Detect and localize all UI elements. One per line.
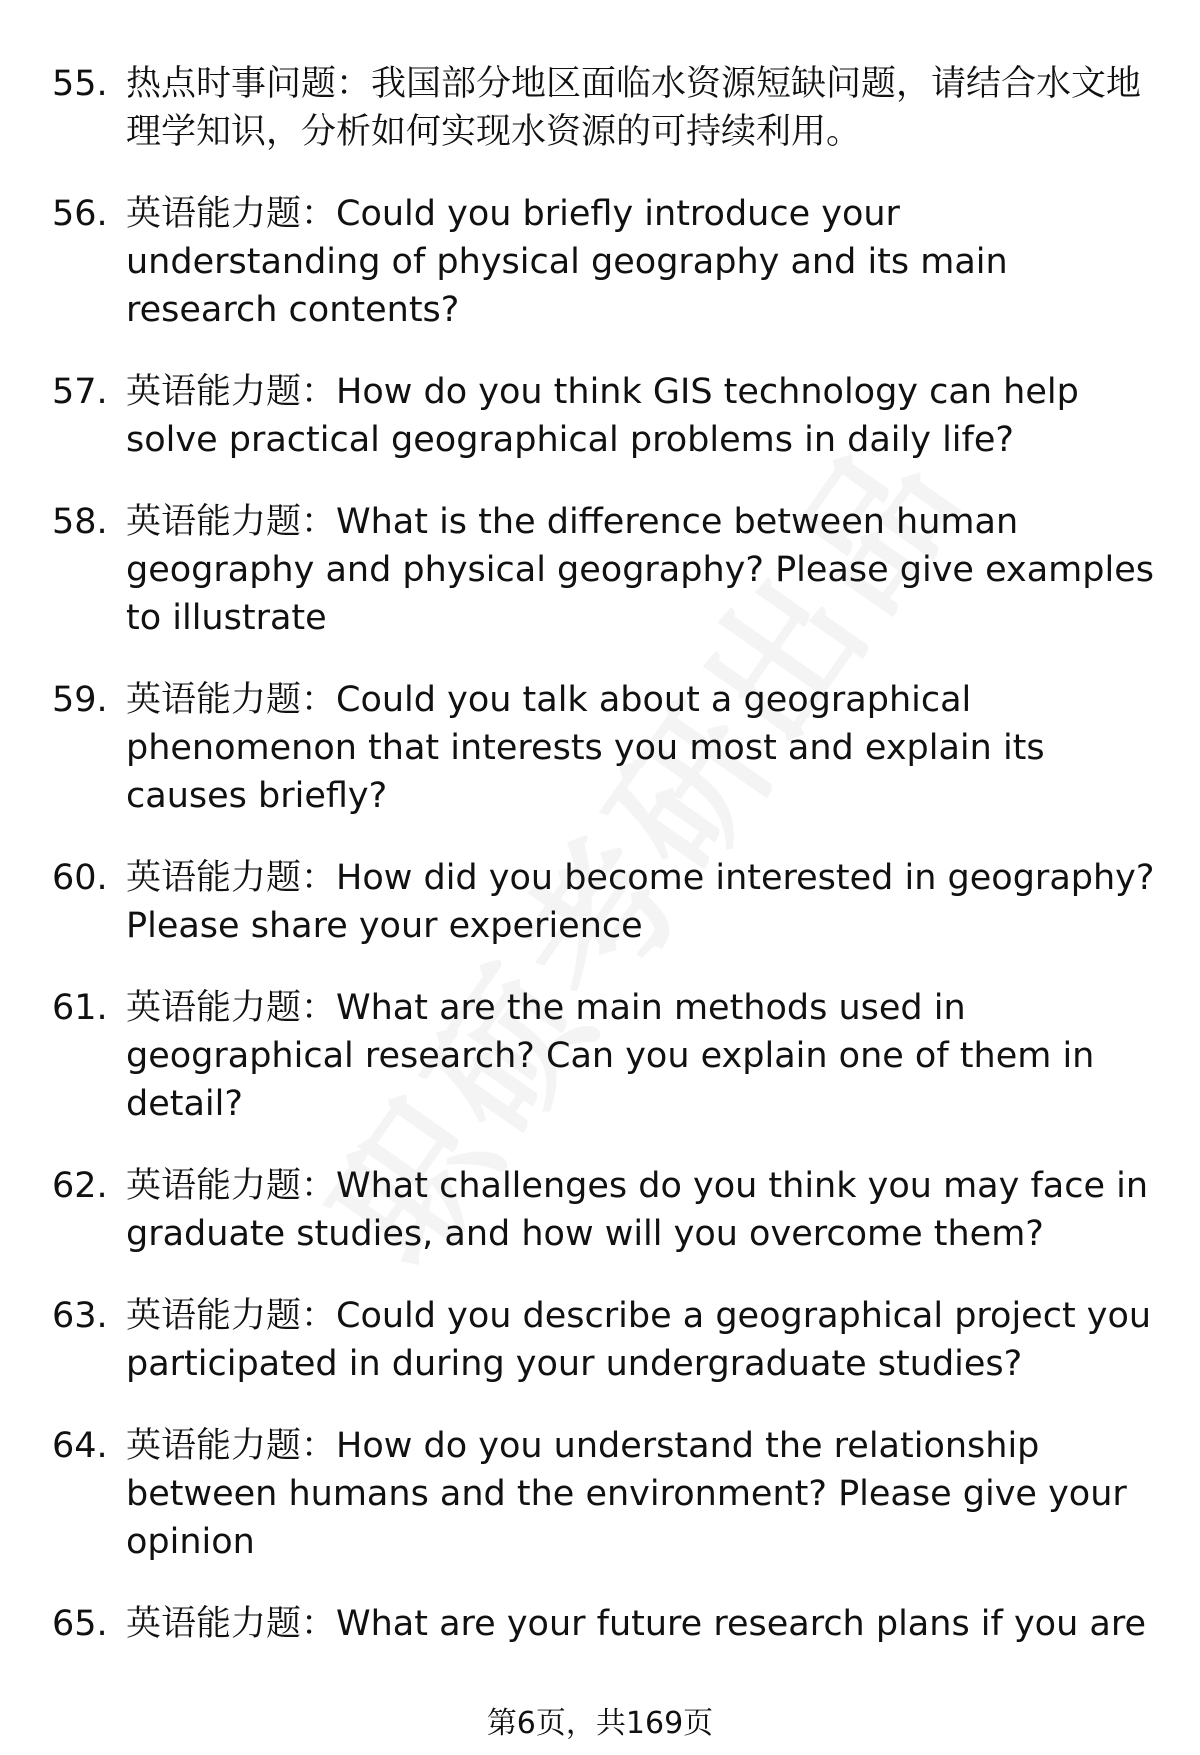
question-number: 55. xyxy=(52,64,108,104)
question-text: 英语能力题：How do you think GIS technology can help solve practical geographical problems in daily life? xyxy=(126,372,1079,460)
question-text: 英语能力题：Could you describe a geographical project you participated in during your undergraduate studies? xyxy=(126,1296,1152,1384)
question-text: 英语能力题：How do you understand the relationship between humans and the environment? Please give your opinion xyxy=(126,1426,1127,1562)
question-list xyxy=(52,60,1162,1682)
list-item xyxy=(52,368,1162,464)
question-text: 英语能力题：What is the difference between human geography and physical geography? Please give examples to illustrate xyxy=(126,502,1154,638)
list-item xyxy=(52,1292,1162,1388)
list-item xyxy=(52,984,1162,1128)
question-number: 57. xyxy=(52,372,108,412)
question-number: 62. xyxy=(52,1166,108,1206)
question-number: 61. xyxy=(52,988,108,1028)
list-item xyxy=(52,676,1162,820)
question-number: 56. xyxy=(52,194,108,234)
question-text: 英语能力题：How did you become interested in geography? Please share your experience xyxy=(126,858,1155,946)
question-number: 60. xyxy=(52,858,108,898)
list-item xyxy=(52,1162,1162,1258)
list-item xyxy=(52,190,1162,334)
page-number-footer: 第6页，共169页 xyxy=(486,1706,714,1741)
question-text: 英语能力题：What are your future research plans if you are xyxy=(126,1604,1147,1644)
question-number: 64. xyxy=(52,1426,108,1466)
list-item xyxy=(52,60,1162,156)
question-text: 英语能力题：What are the main methods used in geographical research? Can you explain one of them in detail? xyxy=(126,988,1095,1124)
question-number: 65. xyxy=(52,1604,108,1644)
question-text: 热点时事问题：我国部分地区面临水资源短缺问题，请结合水文地理学知识，分析如何实现水资源的可持续利用。 xyxy=(126,64,1142,152)
question-number: 63. xyxy=(52,1296,108,1336)
list-item xyxy=(52,854,1162,950)
question-number: 59. xyxy=(52,680,108,720)
list-item xyxy=(52,498,1162,642)
question-number: 58. xyxy=(52,502,108,542)
question-text: 英语能力题：What challenges do you think you may face in graduate studies, and how will you overcome them? xyxy=(126,1166,1149,1254)
list-item xyxy=(52,1600,1162,1648)
question-text: 英语能力题：Could you talk about a geographical phenomenon that interests you most and explain its causes briefly? xyxy=(126,680,1045,816)
question-text: 英语能力题：Could you briefly introduce your understanding of physical geography and its main research contents? xyxy=(126,194,1008,330)
list-item xyxy=(52,1422,1162,1566)
